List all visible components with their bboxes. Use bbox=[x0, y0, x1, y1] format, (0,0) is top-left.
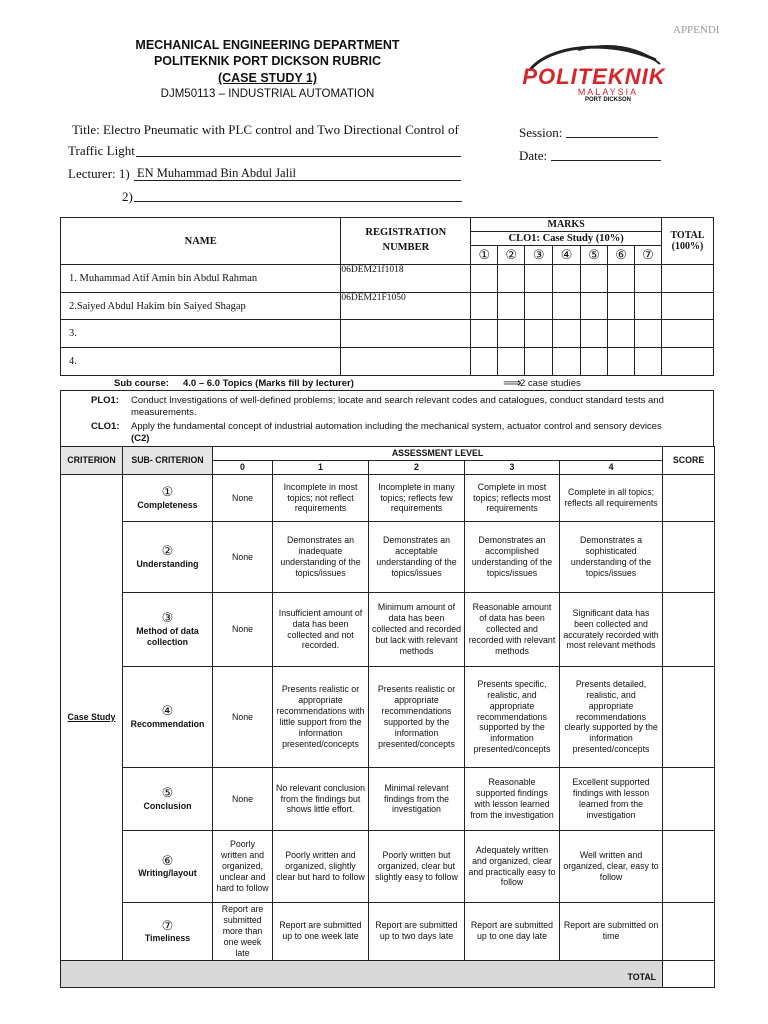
subcourse-label: Sub course: bbox=[114, 378, 169, 389]
student-name[interactable]: 3. bbox=[61, 320, 341, 348]
mark-cell[interactable] bbox=[525, 348, 553, 376]
circled-number: ④ bbox=[161, 703, 174, 719]
logo-country: MALAYSIA bbox=[577, 87, 639, 97]
rubric-row bbox=[61, 522, 715, 593]
total-row bbox=[61, 960, 715, 987]
level-cell: None bbox=[213, 593, 273, 667]
subcriterion-label: Writing/layout bbox=[138, 868, 197, 879]
level-cell: Insufficient amount of data has been collected and not recorded. bbox=[273, 593, 369, 667]
logo-text: POLITEKNIK bbox=[522, 64, 666, 89]
student-reg[interactable] bbox=[341, 348, 471, 376]
case-study-heading: (CASE STUDY 1) bbox=[217, 71, 318, 85]
mark-cell[interactable] bbox=[553, 265, 581, 293]
rubric-row bbox=[61, 475, 715, 522]
registration-header: REGISTRATION NUMBER bbox=[341, 218, 471, 265]
mark-cell[interactable] bbox=[498, 293, 525, 320]
lecturer-1-name[interactable]: EN Muhammad Bin Abdul Jalil bbox=[137, 166, 297, 180]
mark-cell[interactable] bbox=[553, 293, 581, 320]
level-cell: None bbox=[213, 475, 273, 522]
level-cell: Complete in all topics; reflects all requirements bbox=[560, 475, 663, 522]
rubric-row bbox=[61, 593, 715, 667]
level-cell: Presents specific, realistic, and appropriate recommendations supported by the information presented/concepts bbox=[465, 667, 560, 768]
rubric-table bbox=[60, 446, 715, 988]
course-code: DJM50113 – INDUSTRIAL AUTOMATION bbox=[160, 88, 375, 100]
level-cell: Presents realistic or appropriate recommendations supported by the information presented/concepts bbox=[369, 667, 465, 768]
mark-cell[interactable] bbox=[471, 348, 498, 376]
mark-cell[interactable] bbox=[498, 265, 525, 293]
outcomes-box bbox=[60, 390, 714, 446]
level-cell: Demonstrates an inadequate understanding of the topics/issues bbox=[273, 522, 369, 593]
total-cell[interactable] bbox=[661, 265, 713, 293]
student-row bbox=[61, 265, 714, 293]
level-2-header: 2 bbox=[369, 461, 465, 475]
date-label: Date: bbox=[519, 148, 548, 163]
student-reg[interactable]: 06DEM21F1050 bbox=[341, 293, 471, 320]
assessment-level-header: ASSESSMENT LEVEL bbox=[213, 447, 663, 461]
total-cell[interactable] bbox=[661, 293, 713, 320]
subcriterion-label: Conclusion bbox=[143, 800, 192, 811]
level-cell: Report are submitted more than one week late bbox=[213, 903, 273, 961]
mark-cell[interactable] bbox=[581, 293, 608, 320]
score-cell[interactable] bbox=[663, 903, 715, 961]
marks-col-3: ③ bbox=[525, 246, 553, 265]
logo-campus: PORT DICKSON bbox=[584, 97, 631, 103]
level-cell: Adequately written and organized, clear and practically easy to follow bbox=[465, 831, 560, 903]
student-row bbox=[61, 348, 714, 376]
level-cell: Well written and organized, clear, easy to follow bbox=[560, 831, 663, 903]
mark-cell[interactable] bbox=[635, 320, 662, 348]
mark-cell[interactable] bbox=[553, 320, 581, 348]
lecturer-1-underline bbox=[134, 180, 461, 181]
subcriterion-completeness bbox=[123, 475, 213, 522]
students-marks-table bbox=[60, 217, 714, 376]
session-field[interactable] bbox=[566, 137, 658, 138]
student-name[interactable]: 2.Saiyed Abdul Hakim bin Saiyed Shagap bbox=[61, 293, 341, 320]
level-cell: Poorly written and organized, slightly clear but hard to follow bbox=[273, 831, 369, 903]
subcriterion-understanding bbox=[123, 522, 213, 593]
level-1-header: 1 bbox=[273, 461, 369, 475]
student-name[interactable]: 4. bbox=[61, 348, 341, 376]
mark-cell[interactable] bbox=[635, 265, 662, 293]
plo1-text: Conduct Investigations of well-defined problems; locate and search relevant codes and catalogues, conduct standard tests and measurements. bbox=[131, 395, 664, 419]
subcriterion-label: Method of data collection bbox=[136, 625, 199, 647]
level-cell: Demonstrates a sophisticated understanding of the topics/issues bbox=[560, 522, 663, 593]
circled-number: ⑤ bbox=[161, 785, 174, 801]
circled-number: ⑦ bbox=[161, 917, 174, 933]
lecturer-label: Lecturer: 1) bbox=[68, 166, 130, 181]
subcriterion-label: Understanding bbox=[136, 558, 199, 569]
mark-cell[interactable] bbox=[471, 320, 498, 348]
lecturer-2-label: 2) bbox=[122, 189, 133, 204]
total-cell[interactable] bbox=[661, 320, 713, 348]
circled-number: ① bbox=[161, 484, 174, 500]
score-header: SCORE bbox=[663, 447, 715, 475]
mark-cell[interactable] bbox=[608, 320, 635, 348]
level-cell: No relevant conclusion from the findings but shows little effort. bbox=[273, 768, 369, 831]
rubric-heading: POLITEKNIK PORT DICKSON RUBRIC bbox=[153, 54, 382, 68]
student-reg[interactable] bbox=[341, 320, 471, 348]
level-cell: Complete in most topics; reflects most requirements bbox=[465, 475, 560, 522]
lecturer-2-field[interactable] bbox=[134, 201, 462, 202]
level-0-header: 0 bbox=[213, 461, 273, 475]
subcourse-topics: 4.0 – 6.0 Topics (Marks fill by lecturer) bbox=[183, 378, 354, 389]
plo1-label: PLO1: bbox=[91, 395, 119, 406]
score-cell[interactable] bbox=[663, 522, 715, 593]
title-line-1: Title: Electro Pneumatic with PLC control and Two Directional Control of bbox=[72, 122, 459, 137]
score-cell[interactable] bbox=[663, 667, 715, 768]
level-cell: Report are submitted up to one week late bbox=[273, 903, 369, 961]
mark-cell[interactable] bbox=[553, 348, 581, 376]
level-cell: Incomplete in most topics; not reflect requirements bbox=[273, 475, 369, 522]
level-cell: Excellent supported findings with lesson learned from the investigation bbox=[560, 768, 663, 831]
mark-cell[interactable] bbox=[525, 293, 553, 320]
student-name[interactable]: 1. Muhammad Atif Amin bin Abdul Rahman bbox=[61, 265, 341, 293]
level-cell: Demonstrates an acceptable understanding of the topics/issues bbox=[369, 522, 465, 593]
rubric-row bbox=[61, 667, 715, 768]
student-reg[interactable]: 06DEM21f1018 bbox=[341, 265, 471, 293]
level-cell: Demonstrates an accomplished understanding of the topics/issues bbox=[465, 522, 560, 593]
marks-col-5: ⑤ bbox=[581, 246, 608, 265]
level-cell: Incomplete in many topics; reflects few requirements bbox=[369, 475, 465, 522]
level-cell: Report are submitted up to two days late bbox=[369, 903, 465, 961]
marks-col-2: ② bbox=[498, 246, 525, 265]
marks-col-7: ⑦ bbox=[635, 246, 662, 265]
subcriterion-label: Timeliness bbox=[144, 933, 191, 944]
circled-number: ③ bbox=[161, 610, 174, 626]
marks-col-6: ⑥ bbox=[608, 246, 635, 265]
level-cell: Poorly written but organized, clear but slightly easy to follow bbox=[369, 831, 465, 903]
level-3-header: 3 bbox=[465, 461, 560, 475]
level-cell: Presents detailed, realistic, and appropriate recommendations clearly supported by the information presented/concepts bbox=[560, 667, 663, 768]
level-cell: Reasonable supported findings with lesson learned from the investigation bbox=[465, 768, 560, 831]
level-cell: None bbox=[213, 768, 273, 831]
level-cell: Report are submitted on time bbox=[560, 903, 663, 961]
mark-cell[interactable] bbox=[608, 293, 635, 320]
mark-cell[interactable] bbox=[471, 293, 498, 320]
mark-cell[interactable] bbox=[635, 348, 662, 376]
session-label: Session: bbox=[519, 125, 563, 140]
name-header: NAME bbox=[61, 218, 341, 265]
arrow-icon: ⟹ bbox=[503, 375, 522, 390]
marks-header: MARKS bbox=[471, 218, 662, 232]
clo1-level: (C2) bbox=[131, 433, 150, 444]
clo1-header: CLO1: Case Study (10%) bbox=[471, 232, 662, 246]
appendix-label: APPENDI bbox=[673, 24, 720, 36]
marks-col-1: ① bbox=[471, 246, 498, 265]
subcriterion-timeliness bbox=[123, 903, 213, 961]
rubric-row bbox=[61, 903, 715, 961]
student-row bbox=[61, 320, 714, 348]
rubric-row bbox=[61, 768, 715, 831]
title-line-2: Traffic Light bbox=[68, 143, 135, 158]
circled-number: ② bbox=[161, 543, 174, 559]
total-cell[interactable] bbox=[661, 348, 713, 376]
criterion-header: CRITERION bbox=[61, 447, 123, 475]
subcriterion-writing-layout bbox=[123, 831, 213, 903]
level-cell: Presents realistic or appropriate recommendations with little support from the information presented/concepts bbox=[273, 667, 369, 768]
mark-cell[interactable] bbox=[498, 320, 525, 348]
mark-cell[interactable] bbox=[635, 293, 662, 320]
score-cell[interactable] bbox=[663, 831, 715, 903]
date-field[interactable] bbox=[551, 160, 661, 161]
total-score-cell[interactable] bbox=[663, 960, 715, 987]
subcriterion-method-of-data-collection bbox=[123, 593, 213, 667]
subcriterion-label: Recommendation bbox=[130, 718, 205, 729]
score-cell[interactable] bbox=[663, 768, 715, 831]
student-row bbox=[61, 293, 714, 320]
mark-cell[interactable] bbox=[525, 320, 553, 348]
score-cell[interactable] bbox=[663, 475, 715, 522]
mark-cell[interactable] bbox=[498, 348, 525, 376]
mark-cell[interactable] bbox=[525, 265, 553, 293]
level-4-header: 4 bbox=[560, 461, 663, 475]
level-cell: Poorly written and organized, unclear and hard to follow bbox=[213, 831, 273, 903]
level-cell: Minimal relevant findings from the investigation bbox=[369, 768, 465, 831]
subcriterion-header: SUB- CRITERION bbox=[123, 447, 213, 475]
mark-cell[interactable] bbox=[581, 320, 608, 348]
level-cell: Minimum amount of data has been collected and recorded but lack with relevant methods bbox=[369, 593, 465, 667]
clo1-label: CLO1: bbox=[91, 421, 120, 432]
subcriterion-recommendation bbox=[123, 667, 213, 768]
subcriterion-conclusion bbox=[123, 768, 213, 831]
rubric-row bbox=[61, 831, 715, 903]
level-cell: Reasonable amount of data has been collected and recorded with relevant methods bbox=[465, 593, 560, 667]
mark-cell[interactable] bbox=[581, 348, 608, 376]
level-cell: Report are submitted up to one day late bbox=[465, 903, 560, 961]
department-heading: MECHANICAL ENGINEERING DEPARTMENT bbox=[135, 38, 400, 52]
subcourse-case-count: 2 case studies bbox=[520, 378, 581, 389]
clo1-text: Apply the fundamental concept of industrial automation including the mechanical system, actuator control and sensory devices bbox=[131, 421, 662, 432]
level-cell: None bbox=[213, 667, 273, 768]
subcriterion-label: Completeness bbox=[137, 499, 198, 510]
level-cell: Significant data has been collected and accurately recorded with most relevant methods bbox=[560, 593, 663, 667]
mark-cell[interactable] bbox=[581, 265, 608, 293]
total-label: TOTAL bbox=[61, 960, 663, 987]
mark-cell[interactable] bbox=[608, 265, 635, 293]
politeknik-logo bbox=[508, 38, 678, 110]
circled-number: ⑥ bbox=[161, 852, 174, 868]
mark-cell[interactable] bbox=[608, 348, 635, 376]
total-header: TOTAL (100%) bbox=[661, 218, 713, 265]
mark-cell[interactable] bbox=[471, 265, 498, 293]
marks-col-4: ④ bbox=[553, 246, 581, 265]
title-underline bbox=[136, 156, 461, 157]
level-cell: None bbox=[213, 522, 273, 593]
criterion-case-study: Case Study bbox=[61, 475, 123, 961]
score-cell[interactable] bbox=[663, 593, 715, 667]
